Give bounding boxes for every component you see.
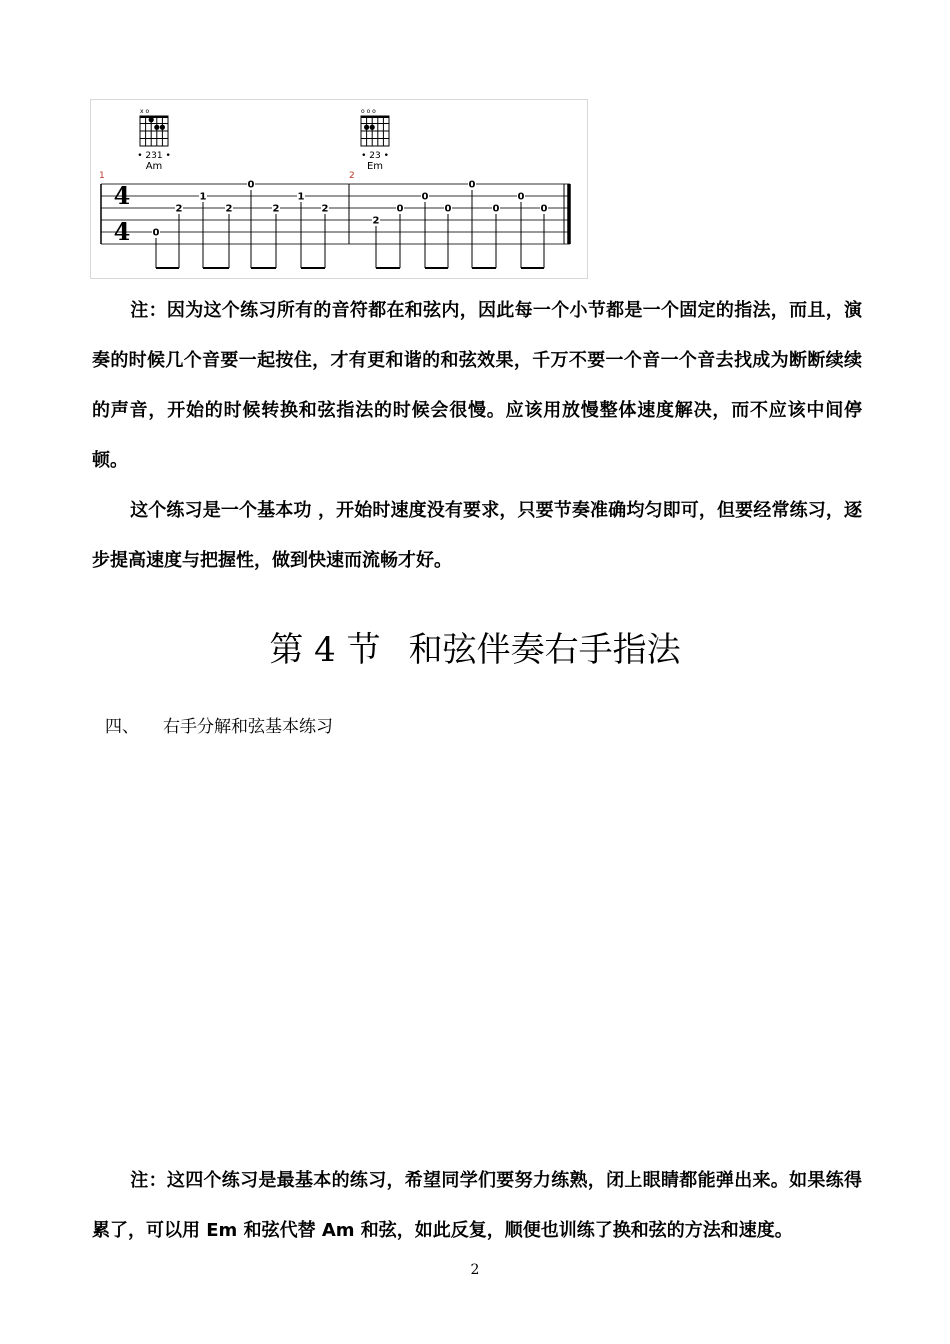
subsection-number: 四、: [105, 717, 139, 737]
chord-name: Am: [145, 161, 163, 172]
note-paragraph-2-text: 这个练习是一个基本功 ，开始时速度没有要求，只要节奏准确均匀即可，但要经常练习，逐步提高速度与把握性，做到快速而流畅才好。: [92, 500, 862, 571]
measure-number: 2: [349, 171, 355, 181]
chord-finger-dot: [149, 117, 154, 122]
subsection-heading: [105, 712, 333, 737]
tab-note: 0: [421, 191, 429, 203]
time-signature-bottom: 4: [113, 217, 131, 246]
tab-note: 2: [225, 203, 233, 215]
chord-finger-dot: [370, 125, 375, 130]
chord-name: Em: [366, 161, 384, 172]
chord-fingering: • 23 •: [361, 151, 389, 161]
tab-staff: [91, 100, 589, 280]
chord-fingering: • 231 •: [137, 151, 171, 161]
note-paragraph-1: [92, 286, 862, 486]
tab-note: 2: [175, 203, 183, 215]
tab-note: 0: [468, 179, 476, 191]
tab-note: 1: [297, 191, 305, 203]
tab-note: 0: [517, 191, 525, 203]
tab-note: 0: [152, 227, 160, 239]
section-number: 第 4 节: [269, 630, 381, 670]
tab-note: 2: [321, 203, 329, 215]
chord-finger-dot: [154, 125, 159, 130]
note-paragraph-2: [92, 486, 862, 586]
tab-note: 0: [396, 203, 404, 215]
chord-finger-dot: [160, 125, 165, 130]
time-signature-top: 4: [113, 181, 131, 210]
guitar-tab-figure: [90, 99, 588, 279]
tab-note: 0: [492, 203, 500, 215]
chord-string-marks: o o o: [361, 108, 376, 115]
note-paragraph-1-text: 注：因为这个练习所有的音符都在和弦内，因此每一个小节都是一个固定的指法，而且，演奏的时候几个音要一起按住，才有更和谐的和弦效果，千万不要一个音一个音去找成为断断续续的声音，开始的时候转换和弦指法的时候会很慢。应该用放慢整体速度解决，而不应该中间停顿。: [92, 300, 862, 471]
chord-finger-dot: [364, 125, 369, 130]
section-title: 和弦伴奏右手指法: [408, 630, 681, 670]
tab-note: 1: [199, 191, 207, 203]
section-heading: [0, 622, 950, 671]
tab-note: 2: [372, 215, 380, 227]
note-paragraph-3-text: 注：这四个练习是最基本的练习，希望同学们要努力练熟，闭上眼睛都能弹出来。如果练得累了，可以用 Em 和弦代替 Am 和弦，如此反复，顺便也训练了换和弦的方法和速度。: [92, 1170, 862, 1241]
tab-note: 0: [540, 203, 548, 215]
tab-note: 0: [247, 179, 255, 191]
tab-note: 0: [444, 203, 452, 215]
chord-string-marks: x o: [140, 108, 150, 115]
page-number: 2: [470, 1262, 480, 1278]
subsection-title: 右手分解和弦基本练习: [163, 717, 333, 737]
note-paragraph-3: [92, 1156, 862, 1256]
tab-note: 2: [272, 203, 280, 215]
measure-number: 1: [99, 171, 105, 181]
